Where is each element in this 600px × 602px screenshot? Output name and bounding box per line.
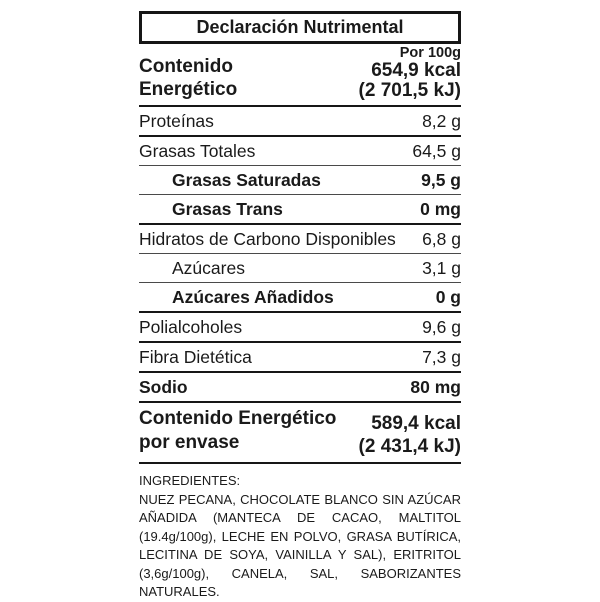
- ingredients-line: LECITINA DE SOYA, VAINILLA Y SAL), ERITRITOL: [139, 547, 461, 562]
- energy-per-package-values: [359, 407, 461, 458]
- nutrient-value: 0 g: [435, 287, 461, 307]
- ingredients-heading: INGREDIENTES:: [139, 473, 241, 488]
- nutrient-value: 6,8 g: [422, 229, 461, 249]
- nutrient-label: Polialcoholes: [139, 317, 243, 337]
- row-sodio: [139, 373, 461, 403]
- nutrient-label: Azúcares: [172, 258, 245, 278]
- ingredients-section: [139, 472, 461, 602]
- package-kcal-value: 589,4 kcal: [371, 413, 461, 434]
- package-kj-value: (2 431,4 kJ): [358, 436, 461, 457]
- ingredients-line: (3,6g/100g), CANELA, SAL, SABORIZANTES: [139, 565, 461, 581]
- serving-size-label: Por 100g: [399, 45, 461, 61]
- nutrient-value: 64,5 g: [412, 141, 461, 161]
- nutrient-value: 9,6 g: [422, 317, 461, 337]
- nutrient-value: 7,3 g: [422, 347, 461, 367]
- nutrient-label: Hidratos de Carbono Disponibles: [139, 229, 396, 249]
- energy-per-100g-row: [139, 44, 461, 107]
- row-hidratos-carbono: [139, 225, 461, 254]
- nutrient-value: 9,5 g: [421, 170, 461, 190]
- ingredients-line: NATURALES.: [139, 584, 220, 599]
- nutrient-label: Fibra Dietética: [139, 347, 252, 367]
- ingredients-line: NUEZ PECANA, CHOCOLATE BLANCO SIN AZÚCAR: [139, 491, 461, 507]
- row-azucares-anadidos: [139, 283, 461, 313]
- title-box: [139, 11, 461, 44]
- energy-per-package-row: [139, 403, 461, 464]
- nutrient-label: Azúcares Añadidos: [172, 287, 334, 307]
- nutrient-label: Grasas Totales: [139, 141, 256, 161]
- energy-kj-value: (2 701,5 kJ): [358, 80, 461, 101]
- row-grasas-totales: [139, 137, 461, 166]
- row-polialcoholes: [139, 313, 461, 343]
- nutrient-label: Proteínas: [139, 111, 214, 131]
- nutrition-label: [139, 11, 461, 602]
- nutrient-value: 8,2 g: [422, 111, 461, 131]
- energy-values: [359, 46, 461, 101]
- row-grasas-saturadas: [139, 166, 461, 195]
- nutrient-label: Grasas Saturadas: [172, 170, 321, 190]
- row-proteinas: [139, 107, 461, 137]
- row-grasas-trans: [139, 195, 461, 225]
- nutrient-value: 80 mg: [410, 377, 461, 397]
- row-azucares: [139, 254, 461, 283]
- row-fibra-dietetica: [139, 343, 461, 373]
- nutrient-label: Sodio: [139, 377, 188, 397]
- nutrient-value: 0 mg: [420, 199, 461, 219]
- nutrient-label: Grasas Trans: [172, 199, 283, 219]
- energy-per-package-label: Contenido Energético por envase: [139, 408, 337, 453]
- page-title: Declaración Nutrimental: [196, 17, 404, 37]
- ingredients-line: (19.4g/100g), LECHE EN POLVO, GRASA BUTÍRICA,: [139, 528, 461, 544]
- energy-kcal-value: 654,9 kcal: [371, 60, 461, 81]
- ingredients-line: AÑADIDA (MANTECA DE CACAO, MALTITOL: [139, 510, 461, 525]
- energy-label: Contenido Energético: [139, 56, 238, 100]
- nutrient-value: 3,1 g: [422, 258, 461, 278]
